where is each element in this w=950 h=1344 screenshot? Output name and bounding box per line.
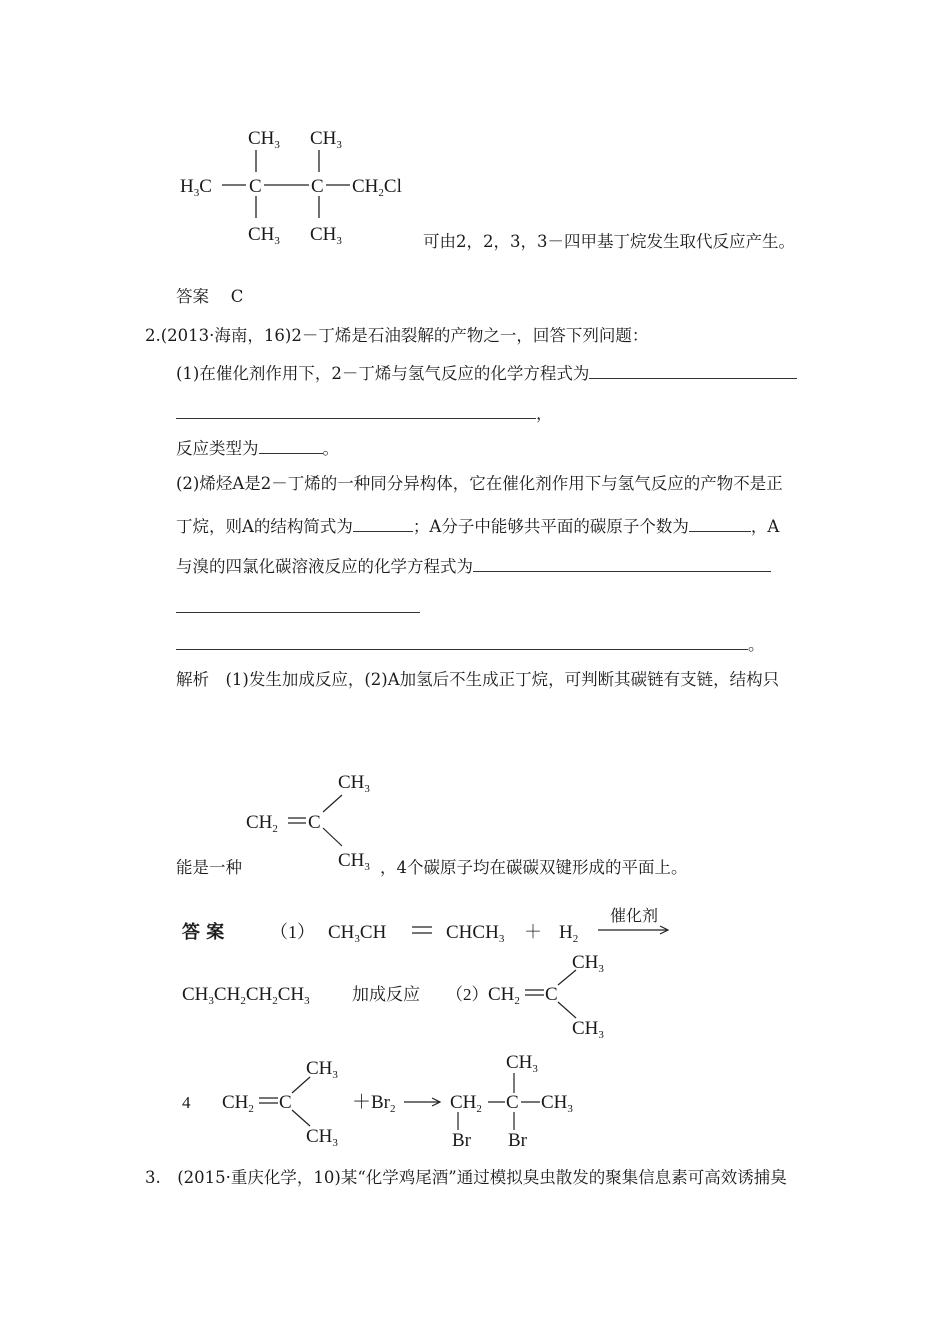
q3-heading: 3. (2015·重庆化学，10)某“化学鸡尾酒”通过模拟臭虫散发的聚集信息素可高效诱捕臭	[145, 1168, 787, 1187]
q1-quaternary-c1: C	[249, 176, 262, 197]
q1-ch2cl: $CH_2Cl$	[352, 176, 402, 199]
q2-part1-period: 。	[322, 439, 339, 458]
q2-answer-product-br-left: Br	[452, 1130, 471, 1151]
q2-part2-line1: (2)烯烃A是2－丁烯的一种同分异构体，它在催化剂作用下与氢气反应的产物不是正	[176, 474, 783, 493]
q2-answer-c: C	[545, 984, 558, 1005]
q2-answer-plus: ＋	[524, 922, 542, 942]
q2-answer-reaction-type: 加成反应	[352, 985, 420, 1004]
q2-answer-count: 4	[182, 1093, 191, 1112]
q2-part1-prompt: (1)在催化剂作用下，2－丁烯与氢气反应的化学方程式为	[176, 364, 590, 383]
q2-answer-ch2-2: $CH_2$	[222, 1092, 254, 1115]
q1-caption: 可由2，2，3，3－四甲基丁烷发生取代反应产生。	[423, 232, 795, 251]
q2-analysis: 解析 (1)发生加成反应，(2)A加氢后不生成正丁烷，可判断其碳链有支链，结构只	[176, 670, 780, 689]
q2-part2-period: 。	[748, 635, 765, 654]
q2-answer-part2: （2）	[446, 985, 489, 1004]
q2-answer-c-2: C	[279, 1092, 292, 1113]
q2-answer-ch2: $CH_2$	[488, 984, 520, 1007]
q2-answer-part1: （1）	[270, 922, 315, 942]
q2-answer-chch3: $CHCH_3$	[446, 922, 505, 945]
q2-answer-ch3ch: $CH_3CH$	[328, 922, 387, 945]
q2-part1-comma: ，	[536, 404, 553, 423]
q1-bottom-left-ch3: $CH_3$	[248, 224, 280, 247]
q2-part2-line2-end: ，A	[750, 517, 780, 536]
q2-reaction-type-prompt: 反应类型为	[176, 439, 259, 458]
q2-answer-product-br-right: Br	[508, 1130, 527, 1151]
q1-top-left-ch3: $CH_3$	[248, 128, 280, 151]
q1-top-right-ch3: $CH_3$	[310, 128, 342, 151]
q2-answer-butane: $CH_3CH_2CH_2CH_3$	[182, 984, 310, 1007]
q2-coplanar-prompt: ；A分子中能够共平面的碳原子个数为	[412, 517, 689, 536]
q1-left-h3c: $H_3C$	[180, 176, 212, 199]
q2-answer-product-ch3-right: $CH_3$	[541, 1092, 573, 1115]
q1-bottom-right-ch3: $CH_3$	[310, 224, 342, 247]
q2-analysis-tail-b: ，4个碳原子均在碳碳双键形成的平面上。	[380, 858, 688, 877]
q2-answer-h2: $H_2$	[559, 922, 579, 945]
q2-analysis-c: C	[308, 812, 321, 833]
q2-bromine-prompt: 与溴的四氯化碳溶液反应的化学方程式为	[176, 557, 473, 576]
q2-analysis-ch3-bottom: $CH_3$	[338, 850, 370, 873]
q2-answer-product-c: C	[506, 1092, 519, 1113]
q2-answer-product-ch2: $CH_2$	[450, 1092, 482, 1115]
q2-answer-label: 答 案	[182, 922, 225, 943]
q2-answer-ch3-bottom-2: $CH_3$	[306, 1126, 338, 1149]
q2-analysis-ch2: $CH_2$	[246, 812, 278, 835]
q1-answer-label: 答案	[176, 287, 209, 306]
q2-answer-ch3-top: $CH_3$	[572, 952, 604, 975]
q2-answer-ch3-bottom: $CH_3$	[572, 1018, 604, 1041]
q1-answer-value: C	[230, 287, 244, 306]
q2-heading: 2.(2013·海南，16)2－丁烯是石油裂解的产物之一，回答下列问题：	[145, 326, 649, 345]
q2-answer-catalyst: 催化剂	[610, 908, 659, 925]
q2-answer-ch3-top-2: $CH_3$	[306, 1058, 338, 1081]
q2-analysis-tail-a: 能是一种	[176, 858, 242, 877]
q2-answer-product-ch3-top: $CH_3$	[506, 1052, 538, 1075]
q2-answer-plus-br2: $+Br_2$	[352, 1092, 396, 1115]
q2-structure-prompt: 丁烷，则A的结构简式为	[176, 517, 353, 536]
q1-quaternary-c2: C	[311, 176, 324, 197]
q2-analysis-ch3-top: $CH_3$	[338, 772, 370, 795]
